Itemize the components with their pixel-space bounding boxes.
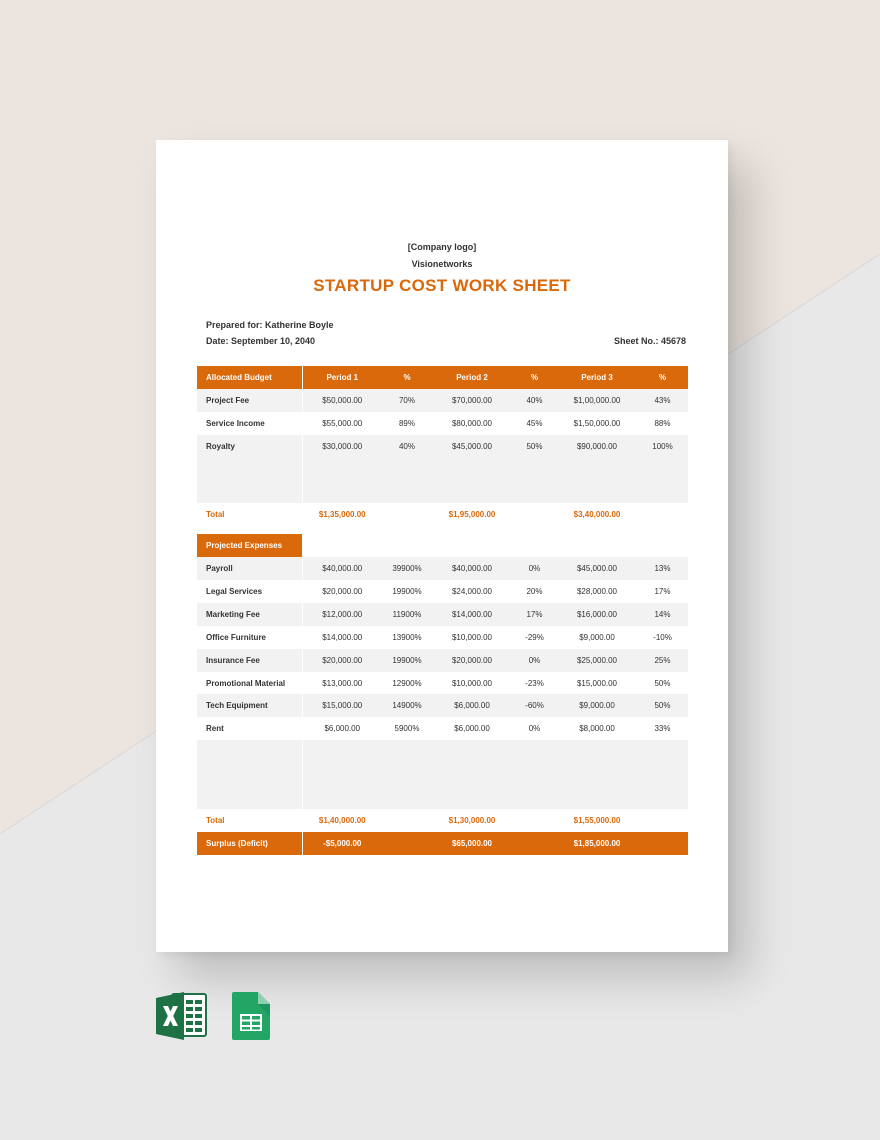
cell: $6,000.00	[432, 694, 512, 717]
cell: 11900%	[382, 603, 432, 626]
surplus-period-1: -$5,000.00	[302, 832, 382, 855]
cell: $80,000.00	[432, 412, 512, 435]
cell: $15,000.00	[302, 694, 382, 717]
cell: 14900%	[382, 694, 432, 717]
cell: 5900%	[382, 717, 432, 740]
row-label: Royalty	[197, 435, 302, 458]
row-label: Legal Services	[197, 580, 302, 603]
cell: 50%	[637, 694, 688, 717]
total-label: Total	[197, 809, 302, 832]
cell: $10,000.00	[432, 672, 512, 695]
cell: 40%	[382, 435, 432, 458]
table-row	[197, 717, 688, 740]
cell: -60%	[512, 694, 557, 717]
cell: 50%	[512, 435, 557, 458]
cell: $45,000.00	[432, 435, 512, 458]
surplus-period-3: $1,85,000.00	[557, 832, 637, 855]
col-header-allocated-budget: Allocated Budget	[197, 366, 302, 389]
total-period-2: $1,95,000.00	[432, 503, 512, 526]
table-row	[197, 389, 688, 412]
total-period-1: $1,35,000.00	[302, 503, 382, 526]
expenses-section-header: Projected Expenses	[197, 534, 302, 557]
cell: 12900%	[382, 672, 432, 695]
cell: $12,000.00	[302, 603, 382, 626]
company-logo-placeholder: [Company logo]	[407, 242, 477, 252]
cell: 25%	[637, 649, 688, 672]
cell: $90,000.00	[557, 435, 637, 458]
excel-icon[interactable]	[154, 990, 210, 1042]
col-header-period-2: Period 2	[432, 366, 512, 389]
cell: $50,000.00	[302, 389, 382, 412]
document-page	[156, 140, 728, 952]
budget-total-row	[197, 503, 688, 526]
table-row	[197, 435, 688, 458]
row-label: Promotional Material	[197, 672, 302, 695]
cell: $14,000.00	[302, 626, 382, 649]
cell: 13900%	[382, 626, 432, 649]
row-label: Payroll	[197, 557, 302, 580]
cell: $55,000.00	[302, 412, 382, 435]
cell: $20,000.00	[302, 580, 382, 603]
cell: 19900%	[382, 649, 432, 672]
empty-row	[197, 458, 688, 481]
row-label: Service Income	[197, 412, 302, 435]
cell: $8,000.00	[557, 717, 637, 740]
cell: 0%	[512, 649, 557, 672]
table-row	[197, 580, 688, 603]
table-row	[197, 672, 688, 695]
table-row	[197, 626, 688, 649]
cell: $28,000.00	[557, 580, 637, 603]
table-row	[197, 412, 688, 435]
row-label: Project Fee	[197, 389, 302, 412]
surplus-label: Surplus (Deficit)	[197, 832, 302, 855]
col-header-pct-3: %	[637, 366, 688, 389]
page-title: STARTUP COST WORK SHEET	[313, 276, 571, 295]
table-row	[197, 649, 688, 672]
row-label: Tech Equipment	[197, 694, 302, 717]
cell: 33%	[637, 717, 688, 740]
prepared-for: Prepared for: Katherine Boyle	[206, 320, 334, 330]
cell: $6,000.00	[432, 717, 512, 740]
expenses-header-row	[197, 534, 688, 557]
google-sheets-icon[interactable]	[230, 990, 272, 1042]
cell: 14%	[637, 603, 688, 626]
cell: $45,000.00	[557, 557, 637, 580]
cell: 45%	[512, 412, 557, 435]
cell: 17%	[637, 580, 688, 603]
cell: $40,000.00	[302, 557, 382, 580]
cell: $24,000.00	[432, 580, 512, 603]
cell: 19900%	[382, 580, 432, 603]
table-row	[197, 694, 688, 717]
empty-row	[197, 740, 688, 763]
row-label: Insurance Fee	[197, 649, 302, 672]
sheet-number: Sheet No.: 45678	[613, 336, 686, 346]
col-header-pct-1: %	[382, 366, 432, 389]
cell: 13%	[637, 557, 688, 580]
cell: 100%	[637, 435, 688, 458]
cell: $1,50,000.00	[557, 412, 637, 435]
cell: 0%	[512, 717, 557, 740]
cell: 88%	[637, 412, 688, 435]
cell: $20,000.00	[302, 649, 382, 672]
cell: 39900%	[382, 557, 432, 580]
total-period-1: $1,40,000.00	[302, 809, 382, 832]
cell: $30,000.00	[302, 435, 382, 458]
cell: $6,000.00	[302, 717, 382, 740]
cell: $25,000.00	[557, 649, 637, 672]
cell: 17%	[512, 603, 557, 626]
company-name: Visionetworks	[411, 259, 473, 269]
row-label: Rent	[197, 717, 302, 740]
cell: $15,000.00	[557, 672, 637, 695]
sheet-date: Date: September 10, 2040	[206, 336, 316, 346]
cell: 20%	[512, 580, 557, 603]
empty-row	[197, 786, 688, 809]
cell: -10%	[637, 626, 688, 649]
budget-header-row	[197, 366, 688, 389]
surplus-row	[197, 832, 688, 855]
cell: $14,000.00	[432, 603, 512, 626]
row-label: Office Furniture	[197, 626, 302, 649]
cell: -29%	[512, 626, 557, 649]
total-label: Total	[197, 503, 302, 526]
total-period-3: $1,55,000.00	[557, 809, 637, 832]
surplus-period-2: $65,000.00	[432, 832, 512, 855]
cell: 50%	[637, 672, 688, 695]
total-period-2: $1,30,000.00	[432, 809, 512, 832]
cell: $10,000.00	[432, 626, 512, 649]
cost-table	[197, 366, 689, 855]
cell: 70%	[382, 389, 432, 412]
cell: 0%	[512, 557, 557, 580]
cell: $40,000.00	[432, 557, 512, 580]
empty-row	[197, 763, 688, 786]
expenses-total-row	[197, 809, 688, 832]
table-row	[197, 603, 688, 626]
cell: -23%	[512, 672, 557, 695]
cell: $70,000.00	[432, 389, 512, 412]
cell: $9,000.00	[557, 626, 637, 649]
col-header-period-1: Period 1	[302, 366, 382, 389]
cell: 40%	[512, 389, 557, 412]
cell: $13,000.00	[302, 672, 382, 695]
total-period-3: $3,40,000.00	[557, 503, 637, 526]
row-label: Marketing Fee	[197, 603, 302, 626]
cell: $16,000.00	[557, 603, 637, 626]
col-header-pct-2: %	[512, 366, 557, 389]
cell: $20,000.00	[432, 649, 512, 672]
empty-row	[197, 480, 688, 503]
col-header-period-3: Period 3	[557, 366, 637, 389]
cell: $1,00,000.00	[557, 389, 637, 412]
cell: $9,000.00	[557, 694, 637, 717]
table-row	[197, 557, 688, 580]
cell: 43%	[637, 389, 688, 412]
cell: 89%	[382, 412, 432, 435]
